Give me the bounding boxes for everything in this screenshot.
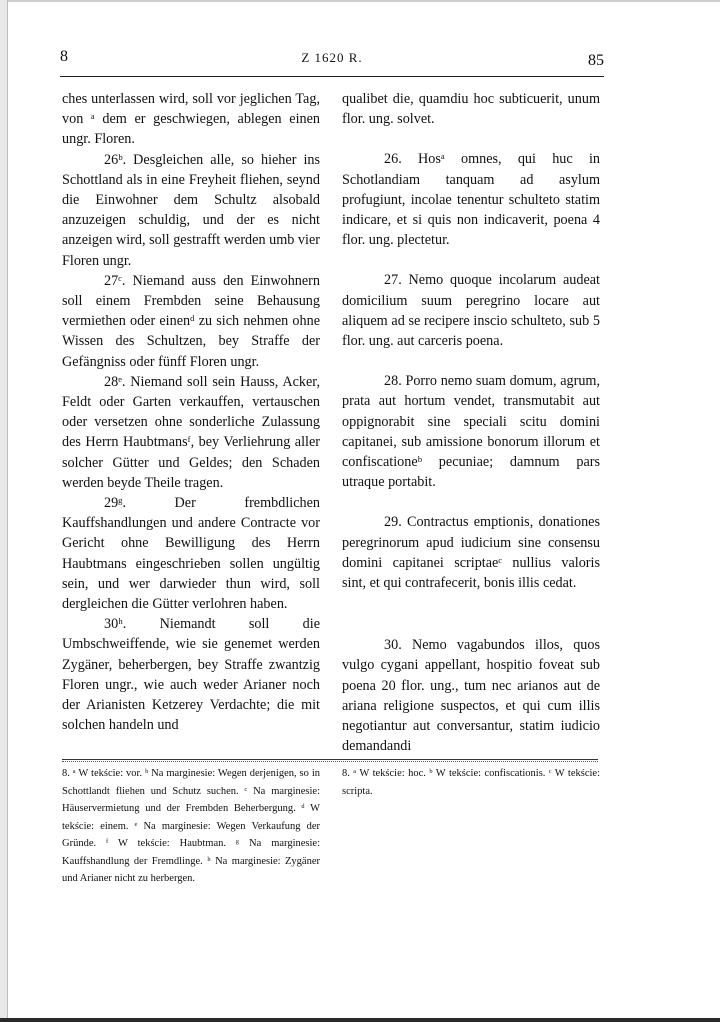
running-title: Z 1620 R. (301, 50, 363, 65)
footnote-rule (62, 759, 598, 760)
paragraph: 27. Nemo quoque incolarum audeat domicilium suum peregrino locare aut aliquem ad se recipere inscio schulteto, sub 5 flor. ung. aut carceris poena. (342, 272, 600, 350)
footnote-text: 8. ᵃ W tekście: hoc. ᵇ W tekście: confiscationis. ᶜ W tekście: scripta. (342, 768, 600, 797)
paragraph: 26ᵇ. Desgleichen alle, so hieher ins Schottland als in eine Freyheit fliehen, seynd die Einwohner dem Schultz alsobald anzuzeigen schuldig, und der es nicht anzeigen wird, soll gestrafft werden umb vier Floren ungr. (62, 151, 320, 269)
document-number: 8 (60, 48, 68, 65)
footnote-rule-wavy (62, 761, 598, 762)
german-text-column (62, 89, 320, 736)
header-rule (60, 76, 604, 77)
footnotes-german (62, 765, 320, 888)
paragraph: 30. Nemo vagabundos illos, quos vulgo cygani appellant, hospitio foveat sub poena 20 flor. ung., tum nec arianos aut de ariana religione suspectos, et qui cum illis negotiantur aut conversantur, statim iudicio demandandi (342, 637, 600, 755)
footnotes-latin (342, 765, 600, 800)
paragraph: ches unterlassen wird, soll vor jeglichen Tag, von ᵃ dem er geschwiegen, ablegen einen ungr. Floren. (62, 91, 320, 148)
latin-text-column (342, 89, 600, 756)
paragraph: qualibet die, quamdiu hoc subticuerit, unum flor. ung. solvet. (342, 91, 600, 128)
paragraph: 26. Hosᵃ omnes, qui huc in Schotlandiam tanquam ad asylum profugiunt, incolae tenentur schulteto statim indicare, et si quis non indicaverit, poena 4 flor. ung. plectetur. (342, 151, 600, 249)
paragraph: 28. Porro nemo suam domum, agrum, prata aut hortum vendet, transmutabit aut oppignorabit sine speciali scitu domini capitanei, sub amissione bonorum illorum et confiscationeᵇ pecuniae; damnum pars utraque portabit. (342, 373, 600, 491)
page-bottom-edge (0, 1018, 720, 1022)
paragraph: 28ᵉ. Niemand soll sein Hauss, Acker, Feldt oder Garten verkauffen, vertauschen oder versetzen ohne sonderliche Zulassung des Herrn Haubtmansᶠ, bey Verliehrung aller solcher Gütter und Geldes; den Schaden werden beyde Theile tragen. (62, 373, 320, 491)
page-top-edge (0, 0, 720, 2)
page-number: 85 (588, 52, 604, 69)
paragraph: 27ᶜ. Niemand auss den Einwohnern soll einem Frembden seine Behausung vermiethen oder einenᵈ zu sich nehmen ohne Wissen des Schultzen, bey Straffe der Gefängniss oder fünff Floren ungr. (62, 272, 320, 370)
paragraph: 29ᵍ. Der frembdlichen Kauffshandlungen und andere Contracte vor Gericht ohne Bewilligung des Herrn Haubtmans eingeschrieben sollen ungültig sein, und wer darwieder thun wird, soll dergleichen die Gütter verlohren haben. (62, 495, 320, 613)
page-left-edge (0, 0, 8, 1022)
footnote-text: 8. ᵃ W tekście: vor. ᵇ Na marginesie: Wegen derjenigen, so in Schottlandt fliehen und Schutz suchen. ᶜ Na marginesie: Häuservermietung und der Frembden Beherbergung. ᵈ W tekście: einem. ᵉ Na marginesie: Wegen Verkaufung der Gründe. ᶠ W tekście: Haubtman. ᵍ Na marginesie: Kauffshandlung der Fremdlinge. ʰ Na marginesie: Zygäner und Arianer nicht zu herbergen. (62, 768, 320, 884)
running-header (60, 46, 604, 70)
paragraph: 29. Contractus emptionis, donationes peregrinorum apud iudicium sine consensu domini capitanei scriptaeᶜ nullius valoris sint, et qui contrafecerit, bonis illis cedat. (342, 514, 600, 592)
paragraph: 30ʰ. Niemandt soll die Umbschweiffende, wie sie genemet werden Zygäner, beherbergen, bey Straffe zwantzig Floren ungr., wie auch weder Arianer noch der Arianisten Ketzerey Verdachte; die mit solchen handeln und (62, 616, 320, 734)
